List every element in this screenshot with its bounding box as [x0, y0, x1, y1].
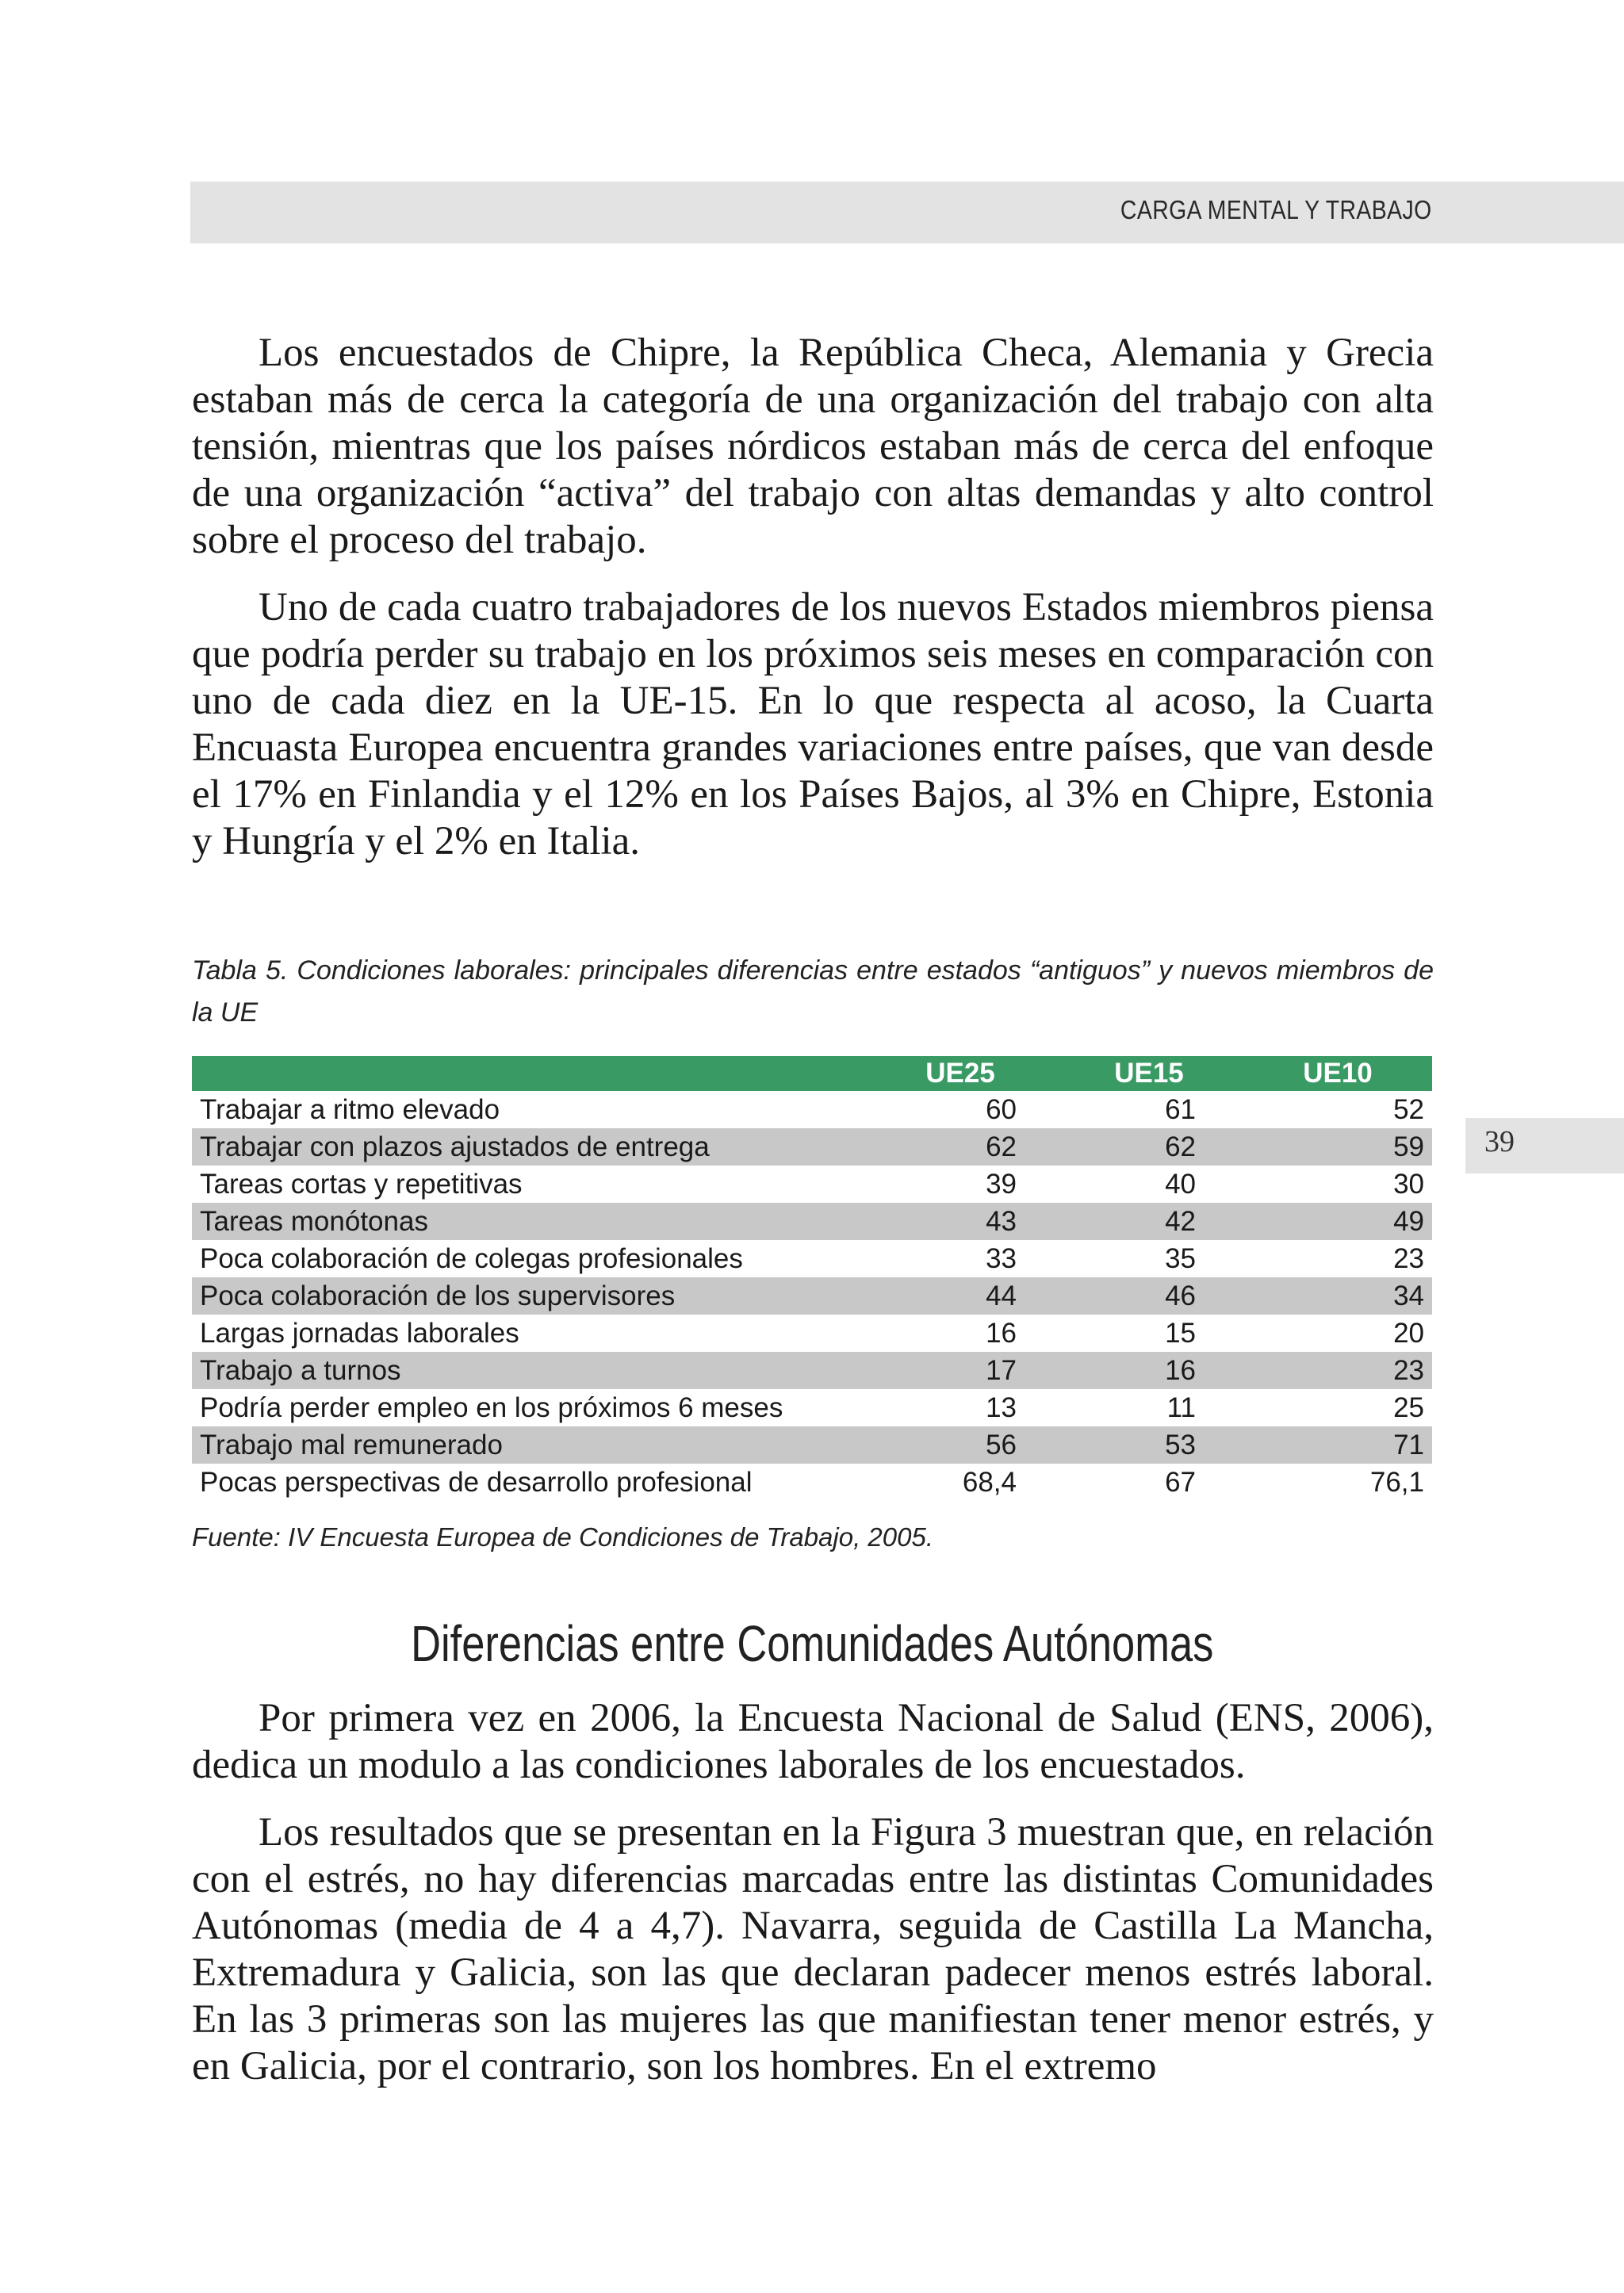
cell-ue15: 40	[1165, 1168, 1196, 1200]
cell-ue15: 67	[1165, 1466, 1196, 1498]
cell-ue25: 60	[986, 1093, 1017, 1125]
cell-ue10: 52	[1393, 1093, 1424, 1125]
cell-ue10: 34	[1393, 1280, 1424, 1311]
body-text-bottom	[192, 1695, 1434, 2111]
cell-ue15: 53	[1165, 1429, 1196, 1460]
cell-ue25: 16	[986, 1317, 1017, 1349]
table-row	[192, 1315, 1432, 1352]
row-label: Poca colaboración de los supervisores	[200, 1280, 676, 1311]
cell-ue25: 39	[986, 1168, 1017, 1200]
column-header-ue15: UE15	[1114, 1058, 1184, 1089]
running-header-title: CARGA MENTAL Y TRABAJO	[1120, 195, 1432, 224]
paragraph: Uno de cada cuatro trabajadores de los nuevos Estados miembros piensa que podría perder su trabajo en los próximos seis meses en comparación con uno de cada diez en la UE-15. En lo que respecta al acoso, la Cuarta Encuasta Europea encuentra grandes variaciones entre países, que van desde el 17% en Finlandia y el 12% en los Países Bajos, al 3% en Chipre, Estonia y Hungría y el 2% en Italia.	[192, 585, 1434, 863]
table-row	[192, 1352, 1432, 1389]
section-heading	[0, 1614, 1624, 1673]
section-heading-text: Diferencias entre Comunidades Autónomas	[410, 1615, 1214, 1672]
row-label: Podría perder empleo en los próximos 6 meses	[200, 1391, 783, 1423]
table-row	[192, 1166, 1432, 1203]
table-row	[192, 1464, 1432, 1501]
cell-ue10: 71	[1393, 1429, 1424, 1460]
cell-ue25: 17	[986, 1354, 1017, 1386]
cell-ue10: 23	[1393, 1354, 1424, 1386]
cell-ue10: 23	[1393, 1242, 1424, 1274]
conditions-table	[192, 1056, 1432, 1501]
table-row	[192, 1389, 1432, 1426]
row-label: Trabajar con plazos ajustados de entrega	[200, 1131, 710, 1162]
table-row	[192, 1277, 1432, 1315]
table-row	[192, 1091, 1432, 1128]
cell-ue15: 61	[1165, 1093, 1196, 1125]
cell-ue25: 56	[986, 1429, 1017, 1460]
body-text-top	[192, 330, 1434, 886]
cell-ue10: 76,1	[1369, 1466, 1424, 1498]
paragraph: Los encuestados de Chipre, la República Checa, Alemania y Grecia estaban más de cerca la categoría de una organización del trabajo con alta tensión, mientras que los países nórdicos estaban más de cerca del enfoque de una organización “activa” del trabajo con altas demandas y alto control sobre el proceso del trabajo.	[192, 331, 1434, 562]
row-label: Poca colaboración de colegas profesionales	[200, 1242, 743, 1274]
cell-ue25: 68,4	[962, 1466, 1017, 1498]
paragraph: Los resultados que se presentan en la Figura 3 muestran que, en relación con el estrés, no hay diferencias marcadas entre las distintas Comunidades Autónomas (media de 4 a 4,7). Navarra, seguida de Castilla La Mancha, Extremadura y Galicia, son las que declaran padecer menos estrés laboral. En las 3 primeras son las mujeres las que manifiestan tener menor estrés, y en Galicia, por el contrario, son los hombres. En el extremo	[192, 1810, 1434, 2088]
cell-ue25: 33	[986, 1242, 1017, 1274]
table-body	[192, 1091, 1432, 1501]
row-label: Tareas monótonas	[200, 1205, 428, 1237]
table-row	[192, 1240, 1432, 1277]
row-label: Tareas cortas y repetitivas	[200, 1168, 523, 1200]
cell-ue15: 35	[1165, 1242, 1196, 1274]
cell-ue25: 43	[986, 1205, 1017, 1237]
column-header-ue10: UE10	[1303, 1058, 1373, 1089]
row-label: Trabajar a ritmo elevado	[200, 1093, 500, 1125]
row-label: Trabajo a turnos	[200, 1354, 401, 1386]
cell-ue15: 15	[1165, 1317, 1196, 1349]
table-caption: Tabla 5. Condiciones laborales: principales diferencias entre estados “antiguos” y nuevos miembros de la UE	[192, 955, 1434, 1028]
table-source: Fuente: IV Encuesta Europea de Condiciones de Trabajo, 2005.	[192, 1522, 934, 1552]
column-header-ue25: UE25	[925, 1058, 995, 1089]
cell-ue10: 59	[1393, 1131, 1424, 1162]
table-header-row	[192, 1056, 1432, 1091]
cell-ue15: 62	[1165, 1131, 1196, 1162]
cell-ue15: 16	[1165, 1354, 1196, 1386]
cell-ue10: 30	[1393, 1168, 1424, 1200]
row-label: Trabajo mal remunerado	[200, 1429, 503, 1460]
table-row	[192, 1426, 1432, 1464]
cell-ue25: 13	[986, 1391, 1017, 1423]
page-number: 39	[1484, 1125, 1515, 1158]
row-label: Largas jornadas laborales	[200, 1317, 519, 1349]
row-label: Pocas perspectivas de desarrollo profesional	[200, 1466, 753, 1498]
table-row	[192, 1128, 1432, 1166]
cell-ue10: 20	[1393, 1317, 1424, 1349]
cell-ue25: 62	[986, 1131, 1017, 1162]
cell-ue15: 46	[1165, 1280, 1196, 1311]
cell-ue10: 25	[1393, 1391, 1424, 1423]
cell-ue25: 44	[986, 1280, 1017, 1311]
table-row	[192, 1203, 1432, 1240]
paragraph: Por primera vez en 2006, la Encuesta Nacional de Salud (ENS, 2006), dedica un modulo a las condiciones laborales de los encuestados.	[192, 1696, 1434, 1787]
cell-ue15: 42	[1165, 1205, 1196, 1237]
cell-ue10: 49	[1393, 1205, 1424, 1237]
cell-ue15: 11	[1166, 1391, 1196, 1423]
